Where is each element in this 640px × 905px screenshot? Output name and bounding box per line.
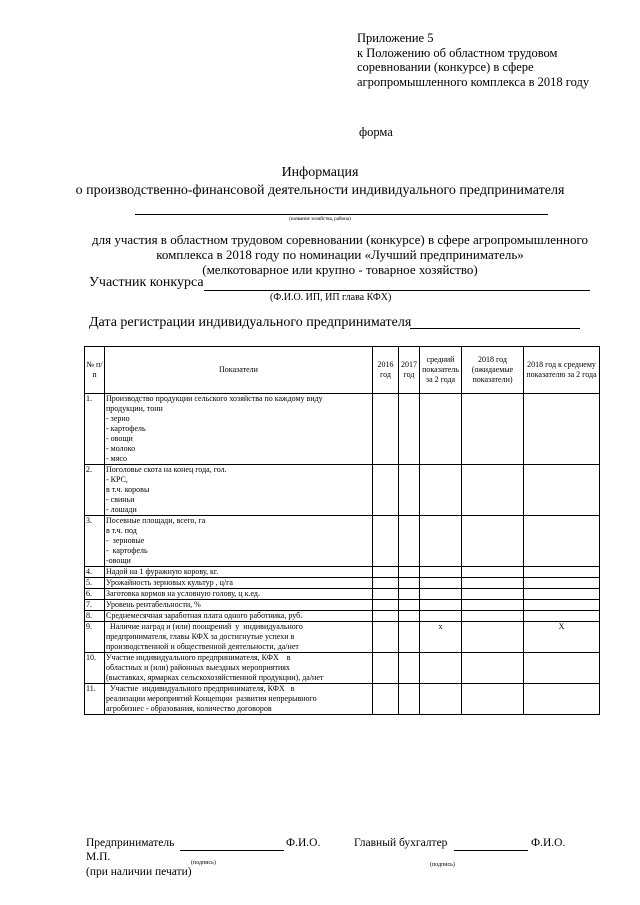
- accountant-signature-line[interactable]: [454, 850, 528, 851]
- header-num: № п/п: [85, 347, 105, 394]
- appendix-line: соревновании (конкурсе) в сфере: [357, 60, 534, 74]
- indicator-line: - лошади: [106, 505, 137, 514]
- cell-2017[interactable]: [399, 684, 420, 715]
- indicator-line: Поголовье скота на конец года, гол.: [106, 465, 227, 474]
- cell-average[interactable]: [420, 578, 462, 589]
- table-row: [85, 600, 600, 611]
- indicator-line: - свиньи: [106, 495, 135, 504]
- seal-note: (при наличии печати): [86, 866, 192, 878]
- row-indicator: [105, 589, 373, 600]
- cell-2018-expected[interactable]: [462, 516, 524, 567]
- cell-2016[interactable]: [373, 622, 399, 653]
- cell-2016[interactable]: [373, 589, 399, 600]
- header-indicators: Показатели: [105, 347, 373, 394]
- row-number: 10.: [85, 653, 105, 684]
- cell-average[interactable]: [420, 600, 462, 611]
- cell-2018-vs-average[interactable]: Х: [524, 622, 600, 653]
- cell-2017[interactable]: [399, 465, 420, 516]
- cell-2016[interactable]: [373, 684, 399, 715]
- cell-2016[interactable]: [373, 600, 399, 611]
- row-indicator: [105, 622, 373, 653]
- cell-average[interactable]: [420, 684, 462, 715]
- indicator-line: производственной и общественной деятельности, да/нет: [106, 642, 299, 651]
- row-indicator: [105, 600, 373, 611]
- cell-2017[interactable]: [399, 611, 420, 622]
- appendix-line: агропромышленного комплекса в 2018 году: [357, 74, 590, 89]
- purpose-line: для участия в областном трудовом соревновании (конкурсе) в сфере агропромышленного: [92, 232, 588, 247]
- indicator-line: - картофель: [106, 424, 146, 433]
- appendix-line: к Положению об областном трудовом: [357, 45, 558, 60]
- cell-2016[interactable]: [373, 611, 399, 622]
- row-indicator: [105, 578, 373, 589]
- indicator-line: (выставках, ярмарках сельскохозяйственной продукции), да/нет: [106, 673, 324, 682]
- cell-2018-vs-average[interactable]: [524, 516, 600, 567]
- participant-caption: (Ф.И.О. ИП, ИП глава КФХ): [270, 292, 392, 303]
- indicator-line: - зерно: [106, 414, 130, 423]
- indicator-line: Производство продукции сельского хозяйства по каждому виду: [106, 394, 323, 403]
- header-2018-expected: 2018 год (ожидаемые показатели): [462, 347, 524, 394]
- farm-name-line[interactable]: [135, 214, 548, 215]
- table-header-row: [85, 347, 600, 394]
- cell-average[interactable]: х: [420, 622, 462, 653]
- purpose-text: [60, 232, 620, 277]
- table-row: [85, 516, 600, 567]
- signature-caption: (подпись): [191, 860, 216, 866]
- cell-2018-vs-average[interactable]: [524, 600, 600, 611]
- cell-average[interactable]: [420, 653, 462, 684]
- purpose-line: комплекса в 2018 году по номинации «Лучший предприниматель»: [156, 247, 524, 262]
- cell-2018-expected[interactable]: [462, 578, 524, 589]
- indicator-line: Посевные площади, всего, га: [106, 516, 206, 525]
- entrepreneur-fio: Ф.И.О.: [286, 837, 321, 849]
- indicator-line: -овощи: [106, 556, 131, 565]
- row-number: 7.: [85, 600, 105, 611]
- table-row: [85, 589, 600, 600]
- table-row: [85, 394, 600, 465]
- cell-2017[interactable]: [399, 516, 420, 567]
- indicator-line: областных и (или) районных выездных мероприятиях: [106, 663, 290, 672]
- row-number: 4.: [85, 567, 105, 578]
- registration-label: Дата регистрации индивидуального предпринимателя: [89, 315, 412, 330]
- row-indicator: [105, 516, 373, 567]
- indicator-line: - молоко: [106, 444, 136, 453]
- row-number: 5.: [85, 578, 105, 589]
- cell-2018-expected[interactable]: [462, 611, 524, 622]
- cell-2018-expected[interactable]: [462, 394, 524, 465]
- indicator-line: агробизнес - образования, количество договоров: [106, 704, 272, 713]
- table-row: [85, 653, 600, 684]
- indicator-line: Наличие наград и (или) поощрений у индивидуального: [106, 622, 303, 631]
- indicator-line: - картофель: [106, 546, 148, 555]
- indicator-line: - мясо: [106, 454, 127, 463]
- row-indicator: [105, 611, 373, 622]
- indicator-line: Урожайность зерновых культур , ц/га: [106, 578, 233, 587]
- cell-average[interactable]: [420, 589, 462, 600]
- cell-2016[interactable]: [373, 578, 399, 589]
- cell-average[interactable]: [420, 516, 462, 567]
- participant-label: Участник конкурса: [89, 275, 204, 290]
- indicator-line: Заготовка кормов на условную голову, ц к.ед.: [106, 589, 260, 598]
- row-indicator: [105, 653, 373, 684]
- cell-2017[interactable]: [399, 578, 420, 589]
- header-average: средний показатель за 2 года: [420, 347, 462, 394]
- cell-2018-expected[interactable]: [462, 684, 524, 715]
- purpose-line: (мелкотоварное или крупно - товарное хозяйство): [202, 262, 478, 277]
- indicator-line: в т.ч. коровы: [106, 485, 150, 494]
- cell-2017[interactable]: [399, 622, 420, 653]
- indicator-line: Среднемесячная заработная плата одного работника, руб.: [106, 611, 303, 620]
- cell-2018-expected[interactable]: [462, 622, 524, 653]
- cell-2018-expected[interactable]: [462, 653, 524, 684]
- cell-2018-expected[interactable]: [462, 567, 524, 578]
- form-label: форма: [359, 125, 393, 139]
- signature-caption: (подпись): [430, 862, 455, 868]
- row-number: 8.: [85, 611, 105, 622]
- cell-2017[interactable]: [399, 600, 420, 611]
- indicator-line: продукции, тонн: [106, 404, 163, 413]
- document-title: Информация: [281, 165, 359, 180]
- cell-2017[interactable]: [399, 653, 420, 684]
- row-number: 11.: [85, 684, 105, 715]
- cell-2018-expected[interactable]: [462, 589, 524, 600]
- indicator-line: Участие индивидуального предпринимателя, КФХ в: [106, 653, 291, 662]
- cell-2016[interactable]: [373, 567, 399, 578]
- indicators-table: [84, 346, 600, 715]
- table-row: [85, 622, 600, 653]
- cell-2016[interactable]: [373, 653, 399, 684]
- entrepreneur-label: Предприниматель: [86, 837, 175, 849]
- indicator-line: реализации мероприятий Концепции развития непрерывного: [106, 694, 317, 703]
- row-number: 2.: [85, 465, 105, 516]
- accountant-label: Главный бухгалтер: [354, 837, 448, 849]
- indicator-line: - зерновые: [106, 536, 145, 545]
- document-subtitle: о производственно-финансовой деятельности индивидуального предпринимателя: [75, 183, 565, 198]
- cell-average[interactable]: [420, 567, 462, 578]
- row-indicator: [105, 684, 373, 715]
- cell-2018-vs-average[interactable]: [524, 684, 600, 715]
- indicator-line: - овощи: [106, 434, 133, 443]
- row-number: 9.: [85, 622, 105, 653]
- header-2018-vs-average: 2018 год к среднему показателю за 2 года: [524, 347, 600, 394]
- row-indicator: [105, 567, 373, 578]
- seal-mark: М.П.: [86, 851, 111, 863]
- cell-average[interactable]: [420, 611, 462, 622]
- cell-2018-vs-average[interactable]: [524, 589, 600, 600]
- table-row: [85, 611, 600, 622]
- cell-2018-expected[interactable]: [462, 465, 524, 516]
- cell-2016[interactable]: [373, 394, 399, 465]
- table-row: [85, 684, 600, 715]
- header-2016: 2016 год: [373, 347, 399, 394]
- appendix-block: [357, 31, 589, 89]
- cell-2018-expected[interactable]: [462, 600, 524, 611]
- cell-2018-vs-average[interactable]: [524, 611, 600, 622]
- cell-2017[interactable]: [399, 589, 420, 600]
- cell-2016[interactable]: [373, 465, 399, 516]
- cell-average[interactable]: [420, 465, 462, 516]
- cell-average[interactable]: [420, 394, 462, 465]
- participant-line[interactable]: [204, 290, 590, 291]
- cell-2018-vs-average[interactable]: [524, 567, 600, 578]
- cell-2018-vs-average[interactable]: [524, 578, 600, 589]
- row-number: 6.: [85, 589, 105, 600]
- indicator-line: Уровень рентабельности, %: [106, 600, 201, 609]
- cell-2016[interactable]: [373, 516, 399, 567]
- registration-date-line[interactable]: [410, 328, 580, 329]
- row-indicator: [105, 465, 373, 516]
- indicator-line: в т.ч. под: [106, 526, 137, 535]
- indicator-line: предпринимателя, главы КФХ за достигнутые успехи в: [106, 632, 295, 641]
- entrepreneur-signature-line[interactable]: [180, 850, 284, 851]
- cell-2018-vs-average[interactable]: [524, 653, 600, 684]
- header-2017: 2017 год: [399, 347, 420, 394]
- cell-2017[interactable]: [399, 394, 420, 465]
- cell-2018-vs-average[interactable]: [524, 394, 600, 465]
- table-row: [85, 567, 600, 578]
- row-indicator: [105, 394, 373, 465]
- indicator-line: - КРС,: [106, 475, 128, 484]
- indicator-line: Участие индивидуального предпринимателя, КФХ в: [106, 684, 295, 693]
- table-row: [85, 578, 600, 589]
- row-number: 1.: [85, 394, 105, 465]
- row-number: 3.: [85, 516, 105, 567]
- table-row: [85, 465, 600, 516]
- farm-name-caption: (название хозяйства, района): [289, 217, 351, 222]
- cell-2018-vs-average[interactable]: [524, 465, 600, 516]
- cell-2017[interactable]: [399, 567, 420, 578]
- indicator-line: Надой на 1 фуражную корову, кг.: [106, 567, 219, 576]
- appendix-line: Приложение 5: [357, 31, 434, 45]
- accountant-fio: Ф.И.О.: [531, 837, 566, 849]
